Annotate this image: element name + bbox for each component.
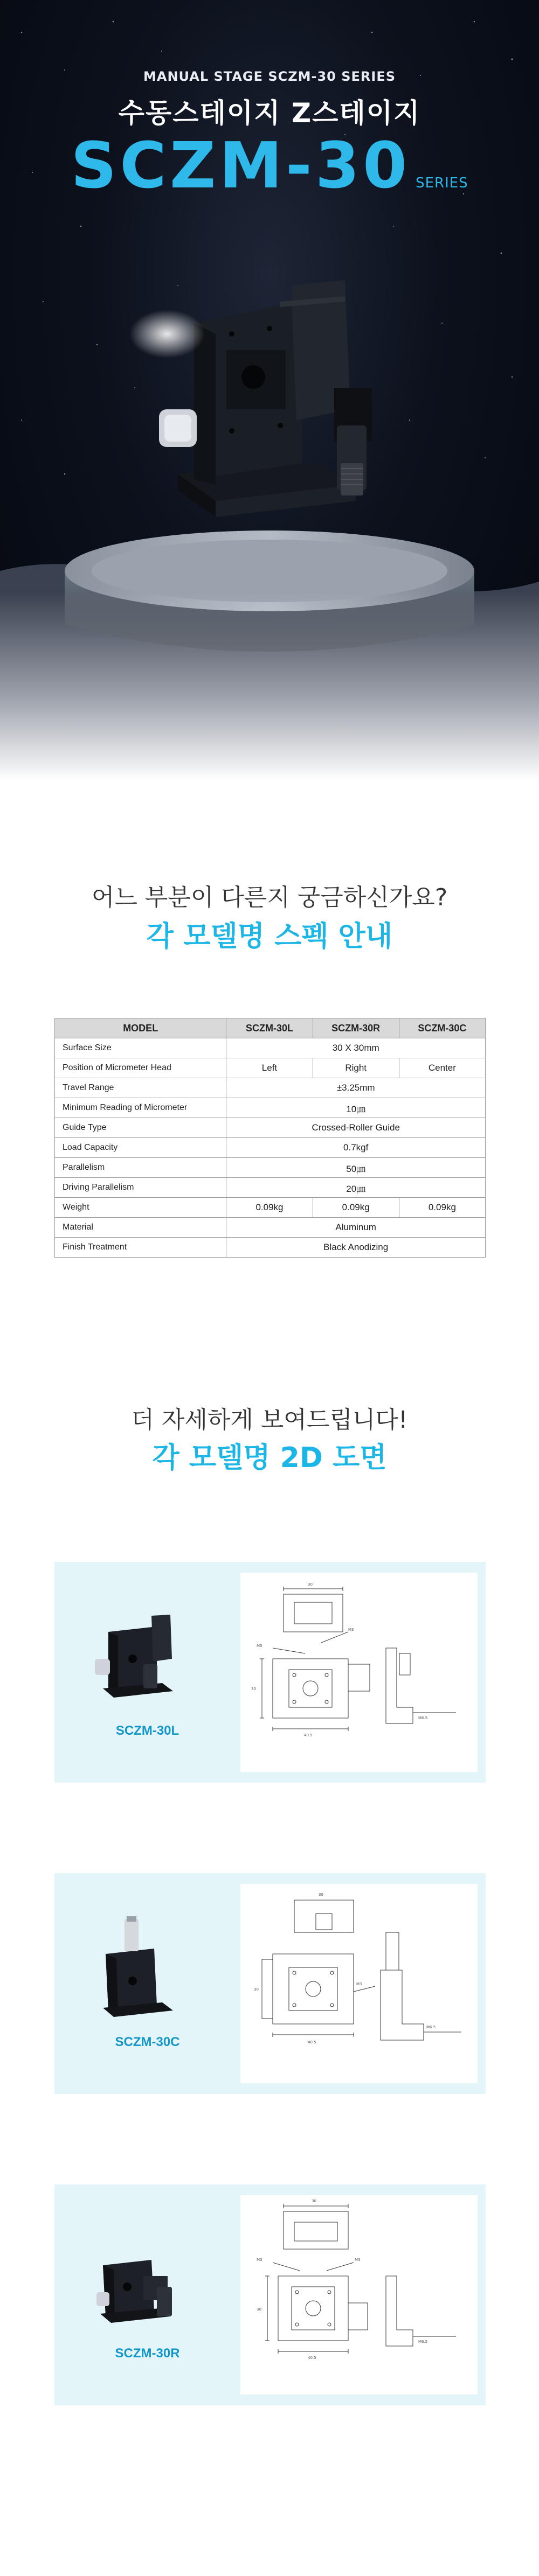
drawing-caption-30c: SCZM-30C [115, 2035, 180, 2049]
spec-value: Center [399, 1058, 485, 1078]
technical-drawing-30r [240, 2195, 478, 2395]
spec-value: 20㎛ [226, 1178, 486, 1198]
spec-value: 0.7kgf [226, 1138, 486, 1158]
svg-text:30: 30 [308, 1582, 313, 1587]
technical-drawing-30c [240, 1884, 478, 2083]
drawing-30r [240, 2195, 478, 2395]
hero-series-label: SERIES [416, 175, 468, 191]
table-row [55, 1058, 486, 1078]
spec-value: 50㎛ [226, 1158, 486, 1178]
spec-title: 각 모델명 스펙 안내 [146, 920, 393, 953]
spec-label: Guide Type [55, 1118, 226, 1138]
spec-label: Driving Parallelism [55, 1178, 226, 1198]
spec-label: Weight [55, 1198, 226, 1218]
spec-value: 0.09kg [399, 1198, 485, 1218]
product-photo-30r [76, 2217, 195, 2341]
spec-value: Black Anodizing [226, 1238, 486, 1258]
table-row [55, 1078, 486, 1098]
hero-title: 수동스테이지 Z스테이지 [118, 97, 421, 129]
spec-value: 0.09kg [313, 1198, 399, 1218]
hero-model-line [0, 128, 539, 203]
table-row [55, 1198, 486, 1218]
svg-text:30: 30 [251, 1687, 256, 1691]
table-row [55, 1238, 486, 1258]
spec-label: Load Capacity [55, 1138, 226, 1158]
svg-text:M3: M3 [257, 2258, 262, 2262]
spec-header-row [55, 1018, 486, 1038]
table-row [55, 1178, 486, 1198]
spec-value: ±3.25mm [226, 1078, 486, 1098]
drawing-card-30c [54, 1873, 486, 2094]
table-row [55, 1158, 486, 1178]
svg-text:M3: M3 [356, 1982, 362, 1986]
drawing-30c [240, 1884, 478, 2083]
spec-question: 어느 부분이 다른지 궁금하신가요? [91, 884, 448, 911]
hero-model-name: SCZM-30 [71, 128, 411, 203]
spec-value: Crossed-Roller Guide [226, 1118, 486, 1138]
svg-text:M3: M3 [257, 1644, 262, 1648]
drawing-caption-30r: SCZM-30R [115, 2346, 180, 2361]
spec-value: 30 X 30mm [226, 1038, 486, 1058]
spec-value: Aluminum [226, 1218, 486, 1238]
hero-banner [0, 0, 539, 781]
spec-label: Position of Micrometer Head [55, 1058, 226, 1078]
table-row [55, 1138, 486, 1158]
table-row [55, 1118, 486, 1138]
spec-label: Minimum Reading of Micrometer [55, 1098, 226, 1118]
technical-drawing-30l [240, 1573, 478, 1772]
drawing-30l [240, 1573, 478, 1772]
svg-text:M6.5: M6.5 [418, 2340, 428, 2344]
drawing-caption-30l: SCZM-30L [115, 1723, 179, 1738]
svg-text:30: 30 [254, 1987, 259, 1992]
svg-text:30: 30 [257, 2307, 261, 2312]
spec-label: Travel Range [55, 1078, 226, 1098]
spec-header-30c: SCZM-30C [399, 1018, 485, 1038]
product-photo-30l [76, 1594, 195, 1718]
spec-label: Surface Size [55, 1038, 226, 1058]
spec-header-30l: SCZM-30L [226, 1018, 313, 1038]
svg-text:M6.5: M6.5 [426, 2025, 436, 2029]
svg-text:30: 30 [319, 1893, 323, 1897]
spec-value: Left [226, 1058, 313, 1078]
svg-text:40.5: 40.5 [308, 2356, 316, 2360]
spec-value: 0.09kg [226, 1198, 313, 1218]
svg-text:M6.5: M6.5 [418, 1716, 428, 1720]
spec-header-30r: SCZM-30R [313, 1018, 399, 1038]
drawing-card-30r [54, 2184, 486, 2405]
svg-text:40.5: 40.5 [308, 2040, 316, 2044]
svg-text:40.5: 40.5 [304, 1733, 313, 1737]
spec-value: 10㎛ [226, 1098, 486, 1118]
spec-value: Right [313, 1058, 399, 1078]
drawing-title: 각 모델명 2D 도면 [152, 1442, 387, 1474]
svg-text:M3: M3 [355, 2258, 361, 2262]
product-photo-30c [76, 1905, 195, 2029]
table-row [55, 1218, 486, 1238]
spec-header-model: MODEL [55, 1018, 226, 1038]
drawing-intro: 더 자세하게 보여드립니다! [131, 1406, 408, 1434]
spec-label: Material [55, 1218, 226, 1238]
table-row [55, 1038, 486, 1058]
hero-subtitle: MANUAL STAGE SCZM-30 SERIES [143, 69, 396, 84]
hero-fade [0, 592, 539, 781]
spec-label: Finish Treatment [55, 1238, 226, 1258]
table-row [55, 1098, 486, 1118]
spec-table [54, 1018, 486, 1258]
svg-text:30: 30 [312, 2199, 316, 2203]
svg-text:M3: M3 [348, 1628, 354, 1632]
drawing-card-30l [54, 1562, 486, 1783]
spec-label: Parallelism [55, 1158, 226, 1178]
